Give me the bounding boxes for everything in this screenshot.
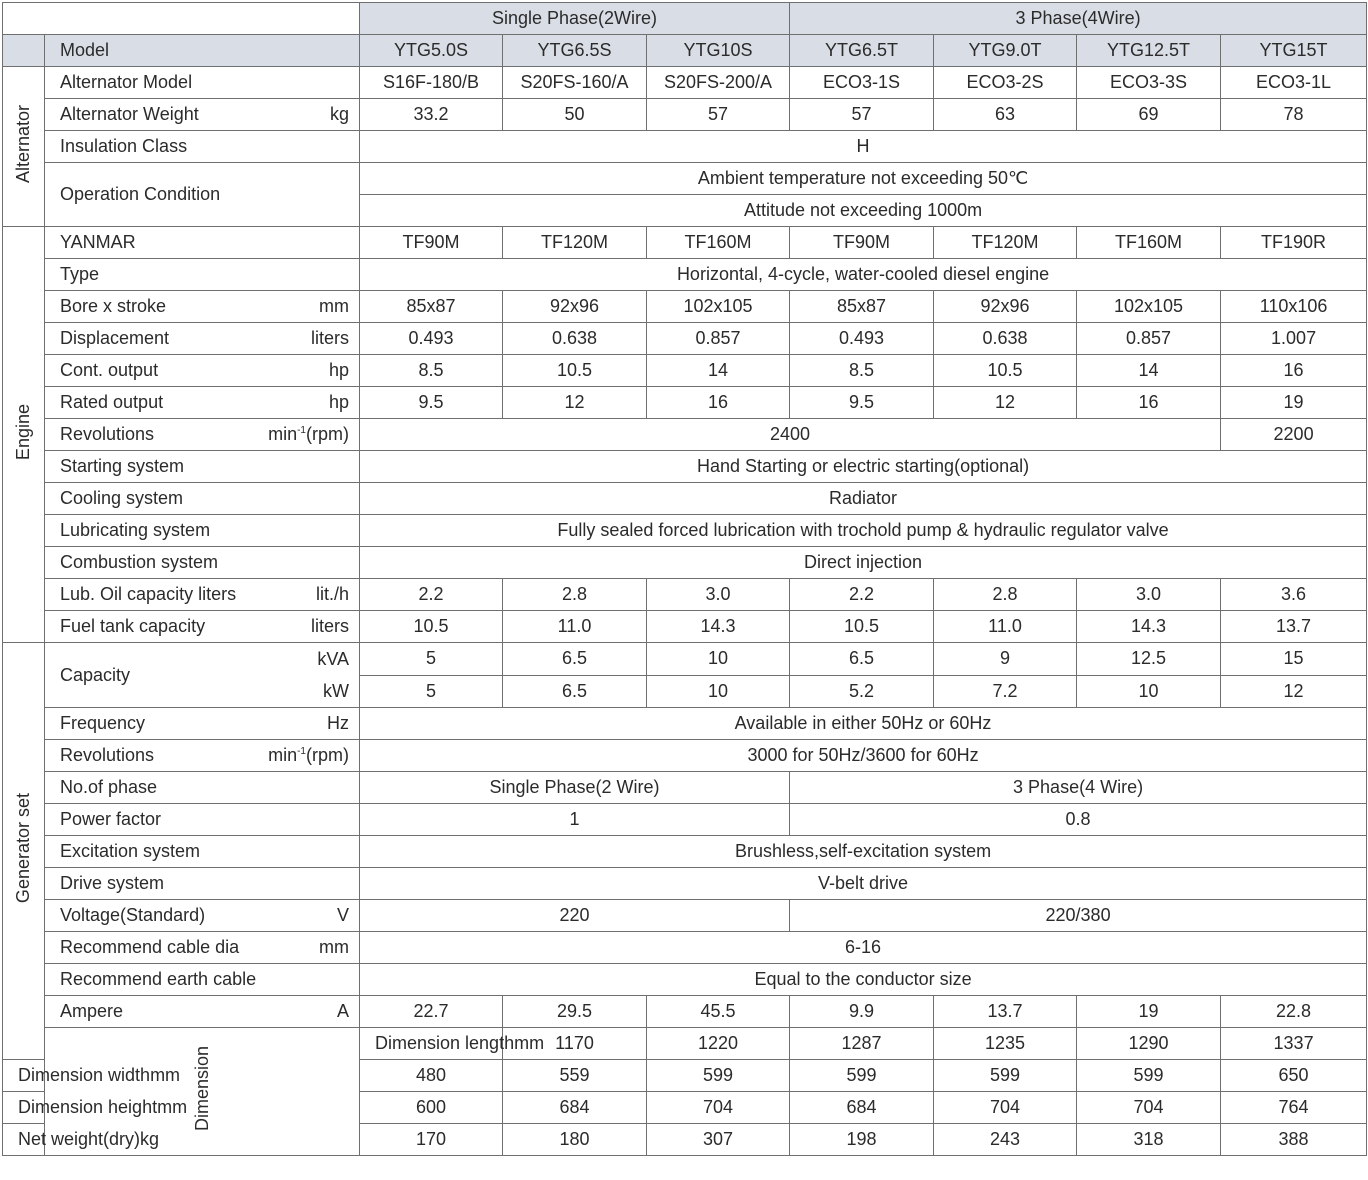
value-cell: 1287 (790, 1028, 934, 1060)
row-label: Rated output hp (45, 387, 360, 419)
value-cell: 50 (503, 99, 647, 131)
value-cell: TF190R (1221, 227, 1367, 259)
model-row (3, 35, 1367, 67)
value-cell: 220/380 (790, 900, 1367, 932)
value-cell: 1 (360, 804, 790, 836)
engine-revolutions-row (3, 419, 1367, 451)
row-label: Frequency Hz (45, 708, 360, 740)
unit: V (336, 905, 349, 925)
value-cell: S16F-180/B (360, 67, 503, 99)
value-cell: ECO3-1L (1221, 67, 1367, 99)
value-cell: Ambient temperature not exceeding 50℃ (360, 163, 1367, 195)
alternator-model-row (3, 67, 1367, 99)
value-cell: 650 (1221, 1060, 1367, 1092)
value-cell: 10 (647, 675, 790, 708)
model-cell: YTG6.5S (503, 35, 647, 67)
section-engine: Engine (3, 227, 45, 643)
row-label: Recommend cable dia mm (45, 932, 360, 964)
value-cell: 110x106 (1221, 291, 1367, 323)
unit: kg (329, 104, 349, 124)
row-label: Alternator Model (45, 67, 360, 99)
value-cell: 6-16 (360, 932, 1367, 964)
voltage-row (3, 900, 1367, 932)
unit: kW (323, 680, 349, 701)
value-cell: TF120M (503, 227, 647, 259)
operation-row-1 (3, 163, 1367, 195)
value-cell: 33.2 (360, 99, 503, 131)
value-cell: 3 Phase(4 Wire) (790, 772, 1367, 804)
combustion-row (3, 547, 1367, 579)
row-label: Drive system (45, 868, 360, 900)
row-label: YANMAR (45, 227, 360, 259)
row-label: Revolutions $\min^{-1}(rpm)$ (45, 419, 360, 451)
value-cell: 16 (1077, 387, 1221, 419)
value-cell: 0.493 (790, 323, 934, 355)
power-factor-row (3, 804, 1367, 836)
section-dimension: Dimension (45, 1028, 360, 1156)
row-label: Type (45, 259, 360, 291)
value-cell: 600 (360, 1092, 503, 1124)
value-cell: 69 (1077, 99, 1221, 131)
value-cell: 85x87 (790, 291, 934, 323)
value-cell: 14 (647, 355, 790, 387)
value-cell: 11.0 (934, 611, 1077, 643)
value-cell: 1220 (647, 1028, 790, 1060)
unit: Hz (327, 713, 349, 733)
group-header-row (3, 3, 1367, 35)
value-cell: 307 (647, 1124, 790, 1156)
unit: mm (319, 296, 349, 316)
value-cell: 102x105 (647, 291, 790, 323)
value-cell: 10.5 (790, 611, 934, 643)
value-cell: 10 (647, 643, 790, 676)
value-cell: 8.5 (360, 355, 503, 387)
value-cell: 10.5 (934, 355, 1077, 387)
value-cell: 85x87 (360, 291, 503, 323)
value-cell: 92x96 (934, 291, 1077, 323)
value-cell: 0.857 (1077, 323, 1221, 355)
value-cell: 10.5 (503, 355, 647, 387)
length-row (3, 1028, 1367, 1060)
value-cell: 180 (503, 1124, 647, 1156)
value-cell: 0.8 (790, 804, 1367, 836)
value-cell: S20FS-200/A (647, 67, 790, 99)
row-label: Net weight(dry) kg (3, 1124, 45, 1156)
value-cell: 102x105 (1077, 291, 1221, 323)
value-cell: Hand Starting or electric starting(optional) (360, 451, 1367, 483)
row-label: Alternator Weight kg (45, 99, 360, 131)
value-cell: Single Phase(2 Wire) (360, 772, 790, 804)
row-label: Fuel tank capacity liters (45, 611, 360, 643)
value-cell: 14.3 (647, 611, 790, 643)
yanmar-row (3, 227, 1367, 259)
spec-table (2, 2, 1367, 1156)
model-corner (3, 35, 45, 67)
value-cell: 704 (1077, 1092, 1221, 1124)
value-cell: 1235 (934, 1028, 1077, 1060)
unit: $\min^{-1}(rpm)$ (268, 424, 349, 444)
value-cell: 3.0 (647, 579, 790, 611)
value-cell: 599 (1077, 1060, 1221, 1092)
value-cell: 6.5 (503, 643, 647, 676)
value-cell: 16 (1221, 355, 1367, 387)
value-cell: Direct injection (360, 547, 1367, 579)
value-cell: 12.5 (1077, 643, 1221, 676)
phase-row (3, 772, 1367, 804)
value-cell: 14 (1077, 355, 1221, 387)
row-label: Power factor (45, 804, 360, 836)
value-cell: 8.5 (790, 355, 934, 387)
value-cell: 10 (1077, 675, 1221, 708)
model-cell: YTG6.5T (790, 35, 934, 67)
unit: liters (310, 328, 349, 348)
value-cell: 388 (1221, 1124, 1367, 1156)
value-cell: 5.2 (790, 675, 934, 708)
unit: kVA (317, 648, 349, 669)
value-cell: ECO3-2S (934, 67, 1077, 99)
value-cell: 0.857 (647, 323, 790, 355)
starting-row (3, 451, 1367, 483)
model-cell: YTG10S (647, 35, 790, 67)
value-cell: 29.5 (503, 996, 647, 1028)
cont-output-row (3, 355, 1367, 387)
cooling-row (3, 483, 1367, 515)
value-cell: S20FS-160/A (503, 67, 647, 99)
value-cell: 243 (934, 1124, 1077, 1156)
value-cell: 13.7 (1221, 611, 1367, 643)
frequency-row (3, 708, 1367, 740)
unit: liters (310, 616, 349, 636)
value-cell: 684 (503, 1092, 647, 1124)
unit: $\min^{-1}(rpm)$ (268, 745, 349, 765)
value-cell: TF160M (1077, 227, 1221, 259)
row-label: Excitation system (45, 836, 360, 868)
rated-output-row (3, 387, 1367, 419)
unit: hp (328, 392, 349, 412)
row-label: Combustion system (45, 547, 360, 579)
value-cell: 16 (647, 387, 790, 419)
value-cell: 0.493 (360, 323, 503, 355)
value-cell: TF120M (934, 227, 1077, 259)
value-cell: 6.5 (790, 643, 934, 676)
value-cell: 2.2 (790, 579, 934, 611)
value-cell: 15 (1221, 643, 1367, 676)
row-label: Dimension width mm (3, 1060, 45, 1092)
generator-revolutions-row (3, 740, 1367, 772)
unit: mm (150, 1065, 181, 1085)
lub-oil-row (3, 579, 1367, 611)
value-cell: 57 (790, 99, 934, 131)
value-cell: 9.5 (360, 387, 503, 419)
value-cell: Radiator (360, 483, 1367, 515)
value-cell: 12 (934, 387, 1077, 419)
value-cell: 14.3 (1077, 611, 1221, 643)
value-cell: 3.0 (1077, 579, 1221, 611)
row-label: Lub. Oil capacity liters lit./h (45, 579, 360, 611)
row-label: Displacement liters (45, 323, 360, 355)
row-label: Voltage(Standard) V (45, 900, 360, 932)
row-label: Starting system (45, 451, 360, 483)
value-cell: 19 (1077, 996, 1221, 1028)
value-cell: 13.7 (934, 996, 1077, 1028)
value-cell: 0.638 (934, 323, 1077, 355)
value-cell: 78 (1221, 99, 1367, 131)
value-cell: 318 (1077, 1124, 1221, 1156)
value-cell: 19 (1221, 387, 1367, 419)
value-cell: 198 (790, 1124, 934, 1156)
row-label: Dimension height mm (3, 1092, 45, 1124)
value-cell: 764 (1221, 1092, 1367, 1124)
value-cell: 0.638 (503, 323, 647, 355)
value-cell: Attitude not exceeding 1000m (360, 195, 1367, 227)
row-label: Revolutions $\min^{-1}(rpm)$ (45, 740, 360, 772)
drive-row (3, 868, 1367, 900)
unit: hp (328, 360, 349, 380)
row-label: Capacity kVA kW (45, 643, 360, 708)
value-cell: V-belt drive (360, 868, 1367, 900)
value-cell: 599 (934, 1060, 1077, 1092)
value-cell: 63 (934, 99, 1077, 131)
row-label: Recommend earth cable (45, 964, 360, 996)
group-single-phase: Single Phase(2Wire) (360, 3, 790, 35)
value-cell: ECO3-3S (1077, 67, 1221, 99)
alternator-weight-row (3, 99, 1367, 131)
unit: A (336, 1001, 349, 1021)
value-cell: 2.8 (934, 579, 1077, 611)
value-cell: H (360, 131, 1367, 163)
value-cell: Equal to the conductor size (360, 964, 1367, 996)
value-cell: 5 (360, 643, 503, 676)
value-cell: 22.8 (1221, 996, 1367, 1028)
value-cell: Available in either 50Hz or 60Hz (360, 708, 1367, 740)
ampere-row (3, 996, 1367, 1028)
capacity-kva-row (3, 643, 1367, 676)
value-cell: 1337 (1221, 1028, 1367, 1060)
value-cell: 3000 for 50Hz/3600 for 60Hz (360, 740, 1367, 772)
value-cell: TF90M (360, 227, 503, 259)
value-cell: TF90M (790, 227, 934, 259)
value-cell: 1.007 (1221, 323, 1367, 355)
value-cell: 704 (934, 1092, 1077, 1124)
value-cell: 684 (790, 1092, 934, 1124)
value-cell: 2400 (360, 419, 1221, 451)
unit: mm (319, 937, 349, 957)
row-label: Cooling system (45, 483, 360, 515)
value-cell: 1170 (503, 1028, 647, 1060)
value-cell: 9.9 (790, 996, 934, 1028)
fuel-tank-row (3, 611, 1367, 643)
value-cell: 170 (360, 1124, 503, 1156)
row-label: Ampere A (45, 996, 360, 1028)
value-cell: 9.5 (790, 387, 934, 419)
value-cell: 3.6 (1221, 579, 1367, 611)
lubricating-row (3, 515, 1367, 547)
unit: mm (514, 1033, 545, 1053)
value-cell: TF160M (647, 227, 790, 259)
corner-cell (3, 3, 360, 35)
value-cell: 599 (647, 1060, 790, 1092)
excitation-row (3, 836, 1367, 868)
value-cell: 7.2 (934, 675, 1077, 708)
group-three-phase: 3 Phase(4Wire) (790, 3, 1367, 35)
value-cell: 10.5 (360, 611, 503, 643)
value-cell: Horizontal, 4-cycle, water-cooled diesel engine (360, 259, 1367, 291)
type-row (3, 259, 1367, 291)
unit: kg (140, 1129, 160, 1149)
value-cell: 704 (647, 1092, 790, 1124)
section-generator: Generator set (3, 643, 45, 1060)
value-cell: 92x96 (503, 291, 647, 323)
value-cell: 5 (360, 675, 503, 708)
value-cell: 6.5 (503, 675, 647, 708)
earth-cable-row (3, 964, 1367, 996)
value-cell: 9 (934, 643, 1077, 676)
unit: lit./h (315, 584, 349, 604)
value-cell: 1290 (1077, 1028, 1221, 1060)
value-cell: 559 (503, 1060, 647, 1092)
row-label: Cont. output hp (45, 355, 360, 387)
value-cell: ECO3-1S (790, 67, 934, 99)
row-label: Lubricating system (45, 515, 360, 547)
row-label: Bore x stroke mm (45, 291, 360, 323)
model-cell: YTG12.5T (1077, 35, 1221, 67)
model-cell: YTG5.0S (360, 35, 503, 67)
displacement-row (3, 323, 1367, 355)
value-cell: 2200 (1221, 419, 1367, 451)
cable-dia-row (3, 932, 1367, 964)
value-cell: 480 (360, 1060, 503, 1092)
model-cell: YTG9.0T (934, 35, 1077, 67)
model-cell: YTG15T (1221, 35, 1367, 67)
value-cell: 2.8 (503, 579, 647, 611)
value-cell: 12 (1221, 675, 1367, 708)
value-cell: 45.5 (647, 996, 790, 1028)
unit: mm (157, 1097, 188, 1117)
bore-row (3, 291, 1367, 323)
value-cell: 2.2 (360, 579, 503, 611)
model-label: Model (45, 35, 360, 67)
value-cell: 220 (360, 900, 790, 932)
value-cell: 12 (503, 387, 647, 419)
row-label: No.of phase (45, 772, 360, 804)
insulation-row (3, 131, 1367, 163)
row-label: Operation Condition (45, 163, 360, 227)
value-cell: 57 (647, 99, 790, 131)
value-cell: 22.7 (360, 996, 503, 1028)
row-label: Dimension length mm (360, 1028, 503, 1060)
section-alternator: Alternator (3, 67, 45, 227)
row-label: Insulation Class (45, 131, 360, 163)
value-cell: 11.0 (503, 611, 647, 643)
value-cell: Brushless,self-excitation system (360, 836, 1367, 868)
value-cell: 599 (790, 1060, 934, 1092)
value-cell: Fully sealed forced lubrication with trochold pump & hydraulic regulator valve (360, 515, 1367, 547)
